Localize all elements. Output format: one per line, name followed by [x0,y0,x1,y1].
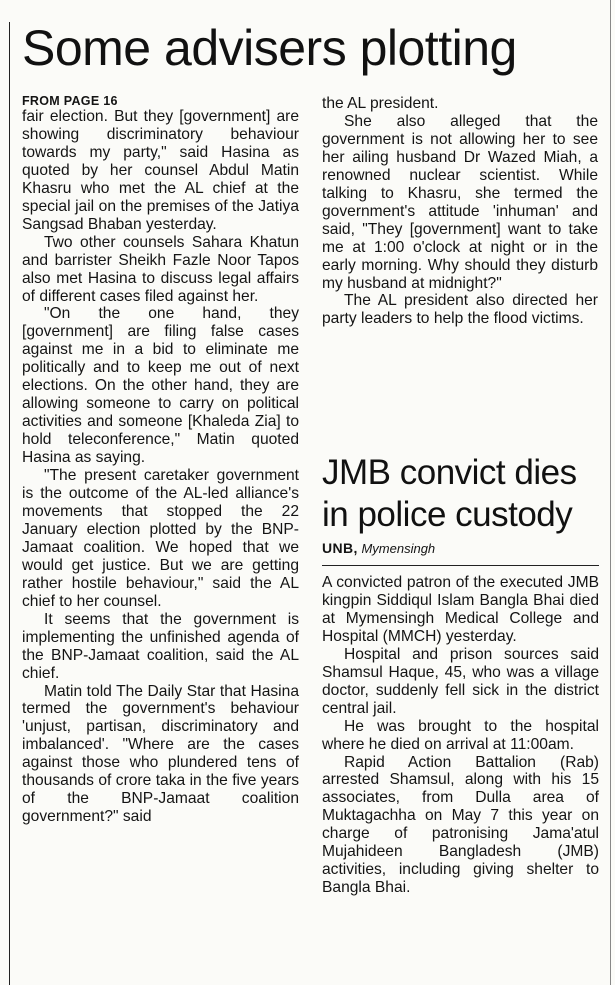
column-rule-left [9,22,10,985]
page-edge-rule [610,0,611,985]
byline-dateline: Mymensingh [361,541,436,556]
article-advisers-column-1 [22,95,299,826]
article-jmb-body [322,574,599,897]
paragraph: He was brought to the hospital where he died on arrival at 11:00am. [322,717,599,753]
paragraph: It seems that the government is implementing the unfinished agenda of the BNP-Jamaat coalition, said the AL chief. [22,610,299,682]
paragraph: Matin told The Daily Star that Hasina termed the government's behaviour 'unjust, partisan, discriminatory and imbalanced'. "Where are the cases against those who plundered tens of thousands of crore taka in the five years of the BNP-Jamaat coalition government?" said [22,682,299,826]
jump-line: FROM PAGE 16 [22,94,118,108]
byline [322,540,435,557]
byline-agency: UNB, [322,540,358,556]
headline-advisers: Some advisers plotting [22,20,517,76]
paragraph: the AL president. [322,95,439,112]
article-advisers-column-2 [322,95,598,328]
byline-rule [322,565,599,566]
paragraph: "The present caretaker government is the outcome of the AL-led alliance's movements that stopped the 22 January election plotted by the BNP-Jamaat coalition. We hoped that we would get justice. But we are getting rather hostile behaviour," said the AL chief to her counsel. [22,467,299,610]
paragraph: "On the one hand, they [government] are filing false cases against me in a bid to eliminate me politically and to keep me out of next elections. On the other hand, they are allowing someone to carry on political activities and someone [Khaleda Zia] to hold teleconference," Matin quoted Hasina as saying. [22,305,299,467]
paragraph: Hospital and prison sources said Shamsul Haque, 45, who was a village doctor, suddenly fell sick in the district central jail. [322,645,599,717]
paragraph: fair election. But they [government] are showing discriminatory behaviour towards my party," said Hasina as quoted by her counsel Abdul Matin Khasru who met the AL chief at the special jail on the premises of the Jatiya Sangsad Bhaban yesterday. [22,108,299,233]
paragraph: Rapid Action Battalion (Rab) arrested Shamsul, along with his 15 associates, from Dulla area of Muktagachha on May 7 this year on charge of patronising Jama'atul Mujahideen Bangladesh (JMB) activities, including giving shelter to Bangla Bhai. [322,753,599,897]
paragraph: The AL president also directed her party leaders to help the flood victims. [322,292,598,328]
paragraph: She also alleged that the government is not allowing her to see her ailing husband Dr Wazed Miah, a renowned nuclear scientist. While talking to Khasru, she termed the government's attitude 'inhuman' and said, "They [government] want to take me at 1:00 o'clock at night or in the early morning. Why should they disturb my husband at midnight?" [322,112,598,292]
headline-jmb-convict: JMB convict dies in police custody [322,453,577,534]
paragraph: Two other counsels Sahara Khatun and barrister Sheikh Fazle Noor Tapos also met Hasina to discuss legal affairs of different cases filed against her. [22,233,299,305]
paragraph: A convicted patron of the executed JMB kingpin Siddiqul Islam Bangla Bhai died at Mymensingh Medical College and Hospital (MMCH) yesterday. [322,574,599,645]
